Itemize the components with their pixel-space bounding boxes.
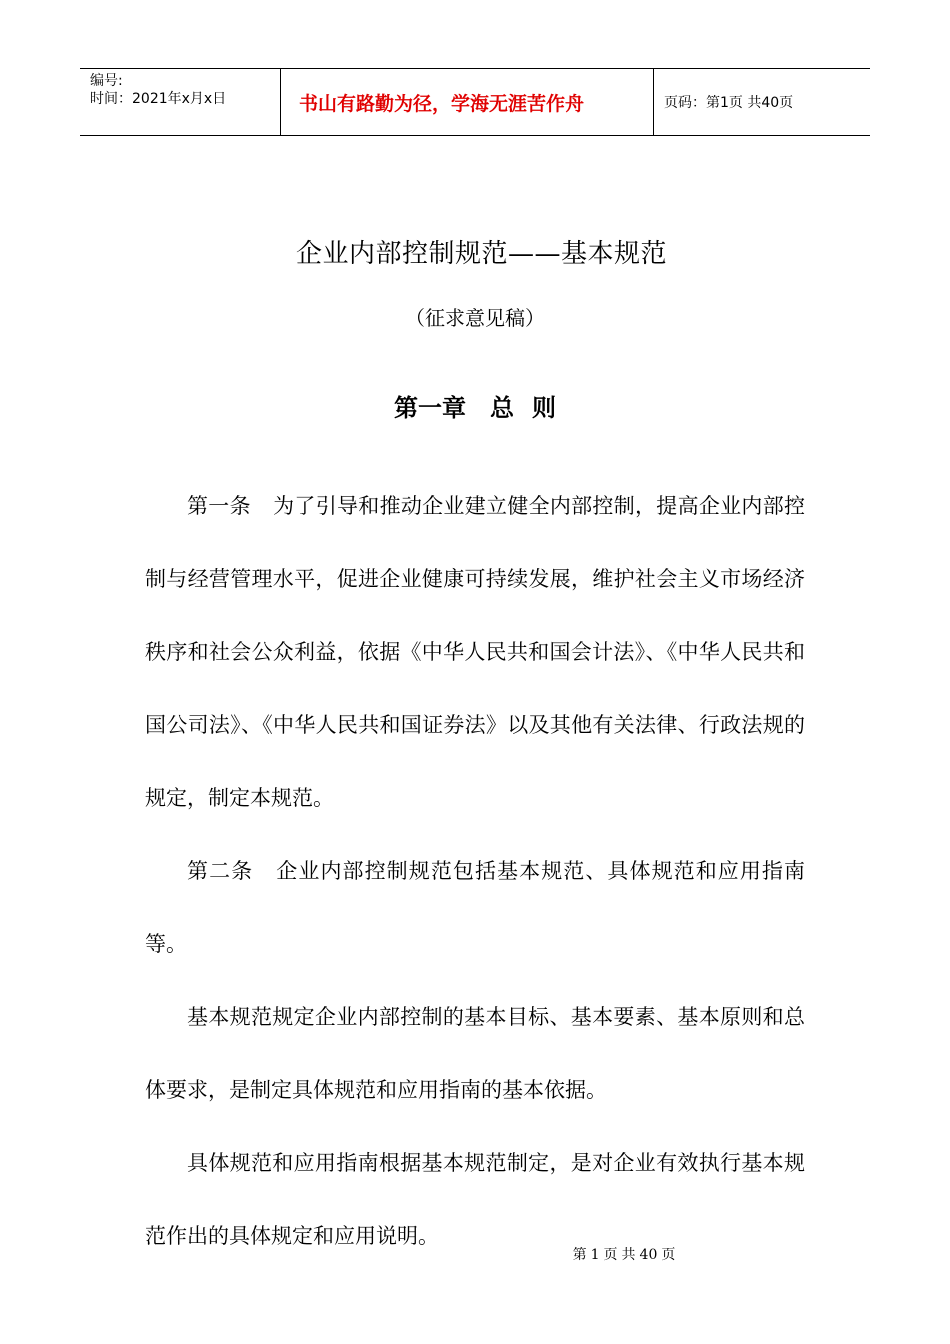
article-text: 为了引导和推动企业建立健全内部控制，提高企业内部控制与经营管理水平，促进企业健康可持续发展，维护社会主义市场经济秩序和社会公众利益，依据《中华人民共和国会计法》、《中华人民共和国公司法》、《中华人民共和国证券法》以及其他有关法律、行政法规的规定，制定本规范。	[145, 494, 805, 810]
number-label: 编号:	[90, 73, 123, 89]
article-label: 第二条	[187, 859, 254, 883]
time-label: 时间：2021年x月x日	[90, 91, 227, 107]
chapter-heading	[0, 388, 950, 423]
chapter-number: 第一章	[394, 393, 466, 422]
footer-page-total: 40	[639, 1247, 658, 1263]
chapter-title-part-2: 则	[532, 393, 556, 422]
footer-page-current: 1	[590, 1247, 600, 1263]
header-motto-cell	[281, 69, 654, 135]
article-1	[145, 470, 805, 835]
page-footer	[0, 1244, 950, 1264]
paragraph: 基本规范规定企业内部控制的基本目标、基本要素、基本原则和总体要求，是制定具体规范和应用指南的基本依据。	[145, 1005, 805, 1102]
document-title: 企业内部控制规范——基本规范	[295, 239, 667, 269]
paragraph: 具体规范和应用指南根据基本规范制定，是对企业有效执行基本规范作出的具体规定和应用说明。	[145, 1151, 805, 1248]
page-info: 页码：第1页 共40页	[664, 95, 794, 111]
footer-page-prefix: 第	[572, 1247, 587, 1263]
document-header	[80, 68, 870, 136]
article-2	[145, 835, 805, 981]
footer-page-suffix: 页	[661, 1247, 676, 1263]
document-subtitle: （征求意见稿）	[405, 306, 545, 330]
document-body	[145, 470, 805, 1273]
chapter-title-part-1: 总	[490, 393, 514, 422]
article-label: 第一条	[187, 494, 251, 518]
motto-text: 书山有路勤为径，学海无涯苦作舟	[299, 92, 585, 115]
header-meta-cell	[80, 69, 281, 135]
footer-total-prefix: 共	[621, 1247, 636, 1263]
article-text: 企业内部控制规范包括基本规范、具体规范和应用指南等。	[145, 859, 806, 956]
footer-page-mid: 页	[603, 1247, 618, 1263]
header-page-cell	[654, 69, 870, 135]
